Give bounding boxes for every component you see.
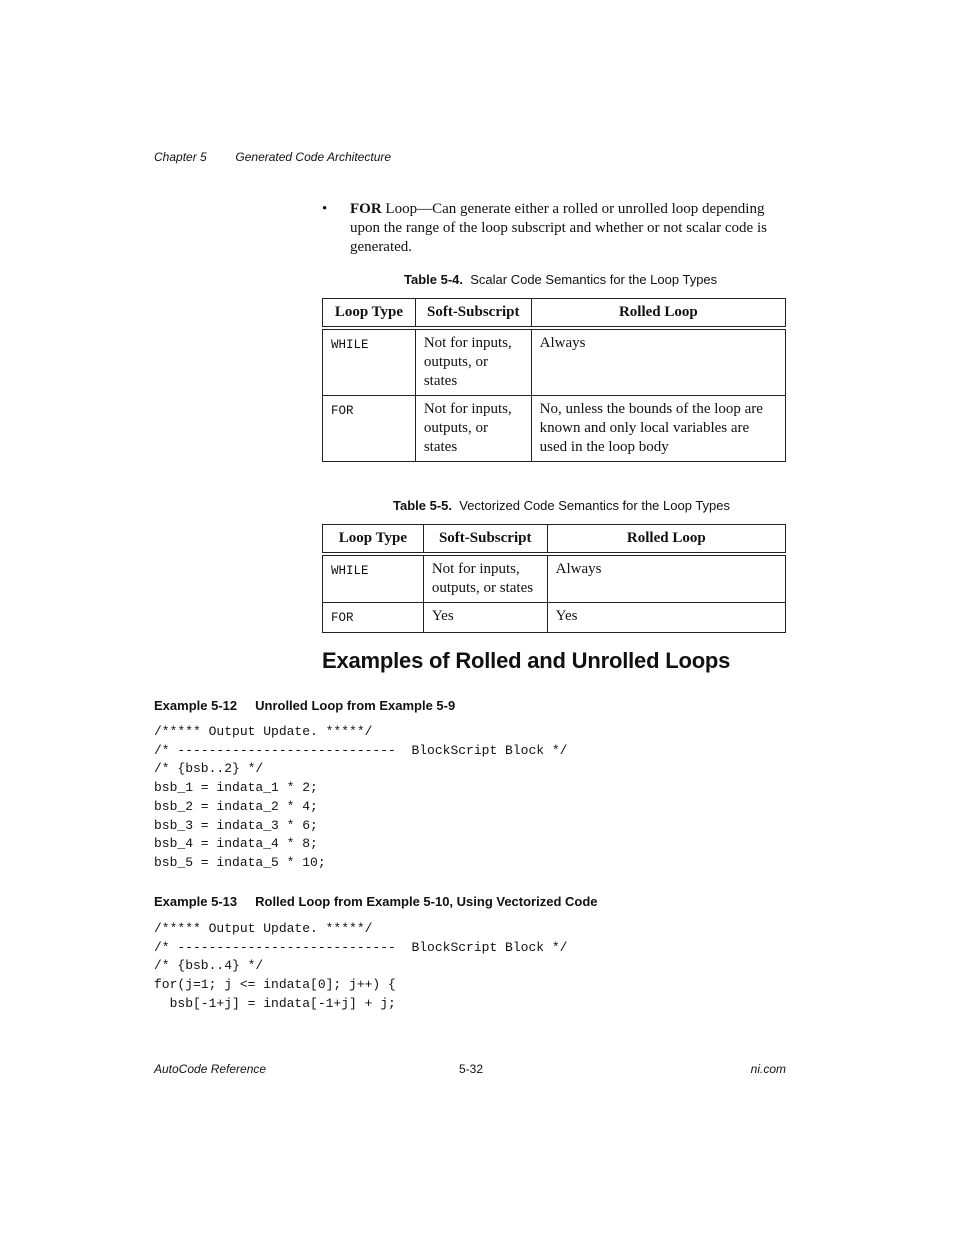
example2-number: Example 5-13 [154,894,238,909]
bullet-item-for-loop [322,200,786,257]
table-cell-rolled-loop: Yes [547,603,785,633]
table1-caption [404,272,717,287]
table-cell-rolled-loop: Always [531,328,785,396]
bullet-paragraph [350,200,786,257]
example1-label [154,698,455,713]
example1-title: Unrolled Loop from Example 5-9 [255,698,456,713]
footer-page-number: 5-32 [459,1062,484,1076]
bullet-keyword: FOR [350,201,382,217]
example2-code-block: /***** Output Update. *****/ /* ---------------------------- BlockScript Block */ /* {bsb..4} */ for(j=1; j <= indata[0]; j++) { bsb[-1+j] = indata[-1+j] + j; [154,921,568,1011]
table-cell-soft-subscript: Not for inputs, outputs, or states [423,554,547,603]
table-header-cell: Soft-Subscript [415,299,531,329]
table-vectorized-semantics [322,524,786,633]
footer-right: ni.com [750,1062,786,1076]
example1-number: Example 5-12 [154,698,238,713]
section-heading: Examples of Rolled and Unrolled Loops [322,648,731,673]
table-cell-loop-type: WHILE [323,554,424,603]
table-cell-soft-subscript: Not for inputs, outputs, or states [415,328,531,396]
bullet-text: Loop—Can generate either a rolled or unrolled loop depending upon the range of the loop subscript and whether or not scalar code is generated. [350,201,767,255]
table-cell-loop-type: FOR [323,396,416,462]
table-header-cell: Soft-Subscript [423,525,547,555]
table-header-cell: Loop Type [323,299,416,329]
footer-left: AutoCode Reference [154,1062,267,1076]
bullet-symbol: • [322,201,328,217]
table-row [323,396,786,462]
example2-title: Rolled Loop from Example 5-10, Using Vectorized Code [255,894,598,909]
table-header-cell: Rolled Loop [531,299,785,329]
table2-caption-label: Table 5-5. [393,498,453,513]
running-header [154,150,391,164]
table-row [323,554,786,603]
table-row [323,328,786,396]
table-header-cell: Rolled Loop [547,525,785,555]
table-cell-soft-subscript: Yes [423,603,547,633]
table-cell-soft-subscript: Not for inputs, outputs, or states [415,396,531,462]
table2-caption-text: Vectorized Code Semantics for the Loop Types [459,498,731,513]
table1-caption-text: Scalar Code Semantics for the Loop Types [470,272,718,287]
table-header-row [323,299,786,329]
table1-caption-label: Table 5-4. [404,272,464,287]
header-section: Generated Code Architecture [235,150,392,164]
table-scalar-semantics [322,298,786,462]
example1-code-block: /***** Output Update. *****/ /* ---------------------------- BlockScript Block */ /* {bsb..2} */ bsb_1 = indata_1 * 2; bsb_2 = indata_2 * 4; bsb_3 = indata_3 * 6; bsb_4 = indata_4 * 8; bsb_5 = indata_5 * 10; [154,724,568,870]
table-cell-loop-type: FOR [323,603,424,633]
table-cell-rolled-loop: No, unless the bounds of the loop are known and only local variables are used in the loop body [531,396,785,462]
table-header-cell: Loop Type [323,525,424,555]
table2-caption [393,498,730,513]
table-cell-loop-type: WHILE [323,328,416,396]
table-row [323,603,786,633]
example2-label [154,894,598,909]
table-header-row [323,525,786,555]
header-chapter: Chapter 5 [154,150,207,164]
table-cell-rolled-loop: Always [547,554,785,603]
